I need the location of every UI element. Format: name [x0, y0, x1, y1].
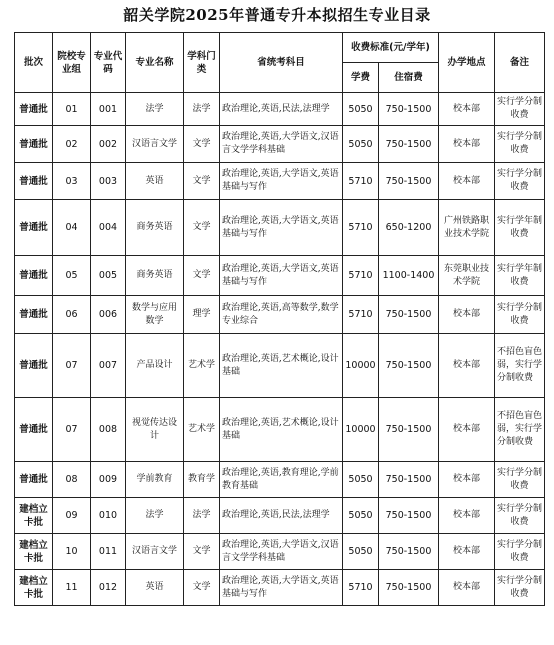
table-row [15, 296, 545, 334]
header-batch: 批次 [15, 33, 53, 93]
cell-remark: 实行学年制收费 [495, 256, 545, 296]
cell-major: 商务英语 [126, 200, 184, 256]
cell-code: 006 [91, 296, 126, 334]
cell-group: 07 [53, 334, 91, 398]
cell-subjects: 政治理论,英语,大学语文,英语基础与写作 [220, 163, 343, 200]
cell-remark: 实行学分制收费 [495, 462, 545, 498]
cell-group: 02 [53, 126, 91, 163]
cell-major: 英语 [126, 163, 184, 200]
cell-major: 英语 [126, 570, 184, 606]
cell-lodging: 750-1500 [379, 334, 439, 398]
cell-lodging: 1100-1400 [379, 256, 439, 296]
cell-batch: 普通批 [15, 126, 53, 163]
cell-category: 文学 [184, 200, 220, 256]
cell-group: 05 [53, 256, 91, 296]
cell-remark: 实行学分制收费 [495, 570, 545, 606]
cell-location: 校本部 [439, 126, 495, 163]
cell-location: 校本部 [439, 498, 495, 534]
cell-subjects: 政治理论,英语,艺术概论,设计基础 [220, 398, 343, 462]
cell-lodging: 750-1500 [379, 163, 439, 200]
cell-remark: 实行学年制收费 [495, 200, 545, 256]
cell-category: 艺术学 [184, 398, 220, 462]
cell-remark: 实行学分制收费 [495, 163, 545, 200]
cell-group: 03 [53, 163, 91, 200]
cell-location: 校本部 [439, 93, 495, 126]
cell-location: 广州铁路职业技术学院 [439, 200, 495, 256]
cell-lodging: 750-1500 [379, 570, 439, 606]
cell-group: 01 [53, 93, 91, 126]
cell-subjects: 政治理论,英语,民法,法理学 [220, 93, 343, 126]
cell-remark: 实行学分制收费 [495, 126, 545, 163]
cell-tuition: 10000 [343, 334, 379, 398]
cell-group: 10 [53, 534, 91, 570]
header-tuition: 学费 [343, 63, 379, 93]
cell-code: 001 [91, 93, 126, 126]
cell-group: 04 [53, 200, 91, 256]
cell-tuition: 5710 [343, 570, 379, 606]
cell-batch: 建档立卡批 [15, 498, 53, 534]
cell-subjects: 政治理论,英语,教育理论,学前教育基础 [220, 462, 343, 498]
cell-location: 校本部 [439, 334, 495, 398]
cell-major: 汉语言文学 [126, 534, 184, 570]
cell-batch: 普通批 [15, 462, 53, 498]
cell-category: 文学 [184, 570, 220, 606]
header-lodging: 住宿费 [379, 63, 439, 93]
cell-code: 007 [91, 334, 126, 398]
cell-lodging: 750-1500 [379, 498, 439, 534]
cell-subjects: 政治理论,英语,大学语文,英语基础与写作 [220, 200, 343, 256]
cell-batch: 普通批 [15, 296, 53, 334]
cell-subjects: 政治理论,英语,大学语文,英语基础与写作 [220, 256, 343, 296]
table-row [15, 570, 545, 606]
cell-location: 校本部 [439, 534, 495, 570]
cell-lodging: 750-1500 [379, 462, 439, 498]
cell-major: 视觉传达设计 [126, 398, 184, 462]
cell-code: 004 [91, 200, 126, 256]
cell-remark: 不招色盲色弱，实行学分制收费 [495, 334, 545, 398]
cell-remark: 实行学分制收费 [495, 296, 545, 334]
table-row [15, 398, 545, 462]
cell-code: 010 [91, 498, 126, 534]
cell-lodging: 750-1500 [379, 398, 439, 462]
table-row [15, 163, 545, 200]
cell-group: 09 [53, 498, 91, 534]
cell-category: 文学 [184, 534, 220, 570]
cell-remark: 不招色盲色弱，实行学分制收费 [495, 398, 545, 462]
cell-major: 数学与应用数学 [126, 296, 184, 334]
table-row [15, 200, 545, 256]
cell-major: 汉语言文学 [126, 126, 184, 163]
table-row [15, 462, 545, 498]
cell-batch: 普通批 [15, 398, 53, 462]
cell-major: 商务英语 [126, 256, 184, 296]
cell-major: 法学 [126, 93, 184, 126]
cell-batch: 建档立卡批 [15, 570, 53, 606]
cell-category: 法学 [184, 498, 220, 534]
header-major: 专业名称 [126, 33, 184, 93]
cell-tuition: 5050 [343, 126, 379, 163]
cell-lodging: 750-1500 [379, 126, 439, 163]
table-row [15, 498, 545, 534]
cell-remark: 实行学分制收费 [495, 534, 545, 570]
header-remark: 备注 [495, 33, 545, 93]
cell-tuition: 5050 [343, 534, 379, 570]
cell-major: 法学 [126, 498, 184, 534]
cell-subjects: 政治理论,英语,大学语文,汉语言文学学科基础 [220, 534, 343, 570]
cell-category: 教育学 [184, 462, 220, 498]
header-subjects: 省统考科目 [220, 33, 343, 93]
table-row [15, 534, 545, 570]
cell-location: 校本部 [439, 163, 495, 200]
cell-batch: 普通批 [15, 200, 53, 256]
cell-lodging: 650-1200 [379, 200, 439, 256]
cell-category: 理学 [184, 296, 220, 334]
cell-major: 产品设计 [126, 334, 184, 398]
cell-code: 009 [91, 462, 126, 498]
cell-lodging: 750-1500 [379, 93, 439, 126]
header-fee: 收费标准(元/学年) [343, 33, 439, 63]
cell-tuition: 5710 [343, 296, 379, 334]
cell-batch: 普通批 [15, 163, 53, 200]
header-code: 专业代码 [91, 33, 126, 93]
cell-code: 012 [91, 570, 126, 606]
cell-code: 011 [91, 534, 126, 570]
cell-location: 东莞职业技术学院 [439, 256, 495, 296]
cell-batch: 建档立卡批 [15, 534, 53, 570]
cell-batch: 普通批 [15, 256, 53, 296]
cell-category: 法学 [184, 93, 220, 126]
table-row [15, 93, 545, 126]
cell-remark: 实行学分制收费 [495, 93, 545, 126]
table-row [15, 126, 545, 163]
cell-tuition: 5050 [343, 498, 379, 534]
cell-tuition: 5710 [343, 256, 379, 296]
cell-category: 文学 [184, 126, 220, 163]
cell-remark: 实行学分制收费 [495, 498, 545, 534]
cell-major: 学前教育 [126, 462, 184, 498]
cell-code: 002 [91, 126, 126, 163]
cell-tuition: 5710 [343, 163, 379, 200]
cell-group: 11 [53, 570, 91, 606]
header-group: 院校专业组 [53, 33, 91, 93]
cell-tuition: 10000 [343, 398, 379, 462]
cell-code: 005 [91, 256, 126, 296]
cell-location: 校本部 [439, 462, 495, 498]
cell-tuition: 5710 [343, 200, 379, 256]
page-title: 韶关学院2025年普通专升本拟招生专业目录 [123, 6, 431, 24]
cell-tuition: 5050 [343, 462, 379, 498]
cell-group: 06 [53, 296, 91, 334]
table-row [15, 256, 545, 296]
cell-code: 008 [91, 398, 126, 462]
cell-category: 文学 [184, 256, 220, 296]
header-location: 办学地点 [439, 33, 495, 93]
cell-group: 07 [53, 398, 91, 462]
cell-code: 003 [91, 163, 126, 200]
cell-lodging: 750-1500 [379, 296, 439, 334]
cell-batch: 普通批 [15, 93, 53, 126]
cell-tuition: 5050 [343, 93, 379, 126]
cell-subjects: 政治理论,英语,艺术概论,设计基础 [220, 334, 343, 398]
cell-group: 08 [53, 462, 91, 498]
cell-lodging: 750-1500 [379, 534, 439, 570]
cell-subjects: 政治理论,英语,民法,法理学 [220, 498, 343, 534]
cell-batch: 普通批 [15, 334, 53, 398]
header-category: 学科门类 [184, 33, 220, 93]
cell-location: 校本部 [439, 398, 495, 462]
table-row [15, 334, 545, 398]
cell-subjects: 政治理论,英语,高等数学,数学专业综合 [220, 296, 343, 334]
cell-subjects: 政治理论,英语,大学语文,汉语言文学学科基础 [220, 126, 343, 163]
cell-subjects: 政治理论,英语,大学语文,英语基础与写作 [220, 570, 343, 606]
cell-location: 校本部 [439, 570, 495, 606]
major-catalog-table [14, 32, 545, 606]
cell-location: 校本部 [439, 296, 495, 334]
cell-category: 文学 [184, 163, 220, 200]
cell-category: 艺术学 [184, 334, 220, 398]
